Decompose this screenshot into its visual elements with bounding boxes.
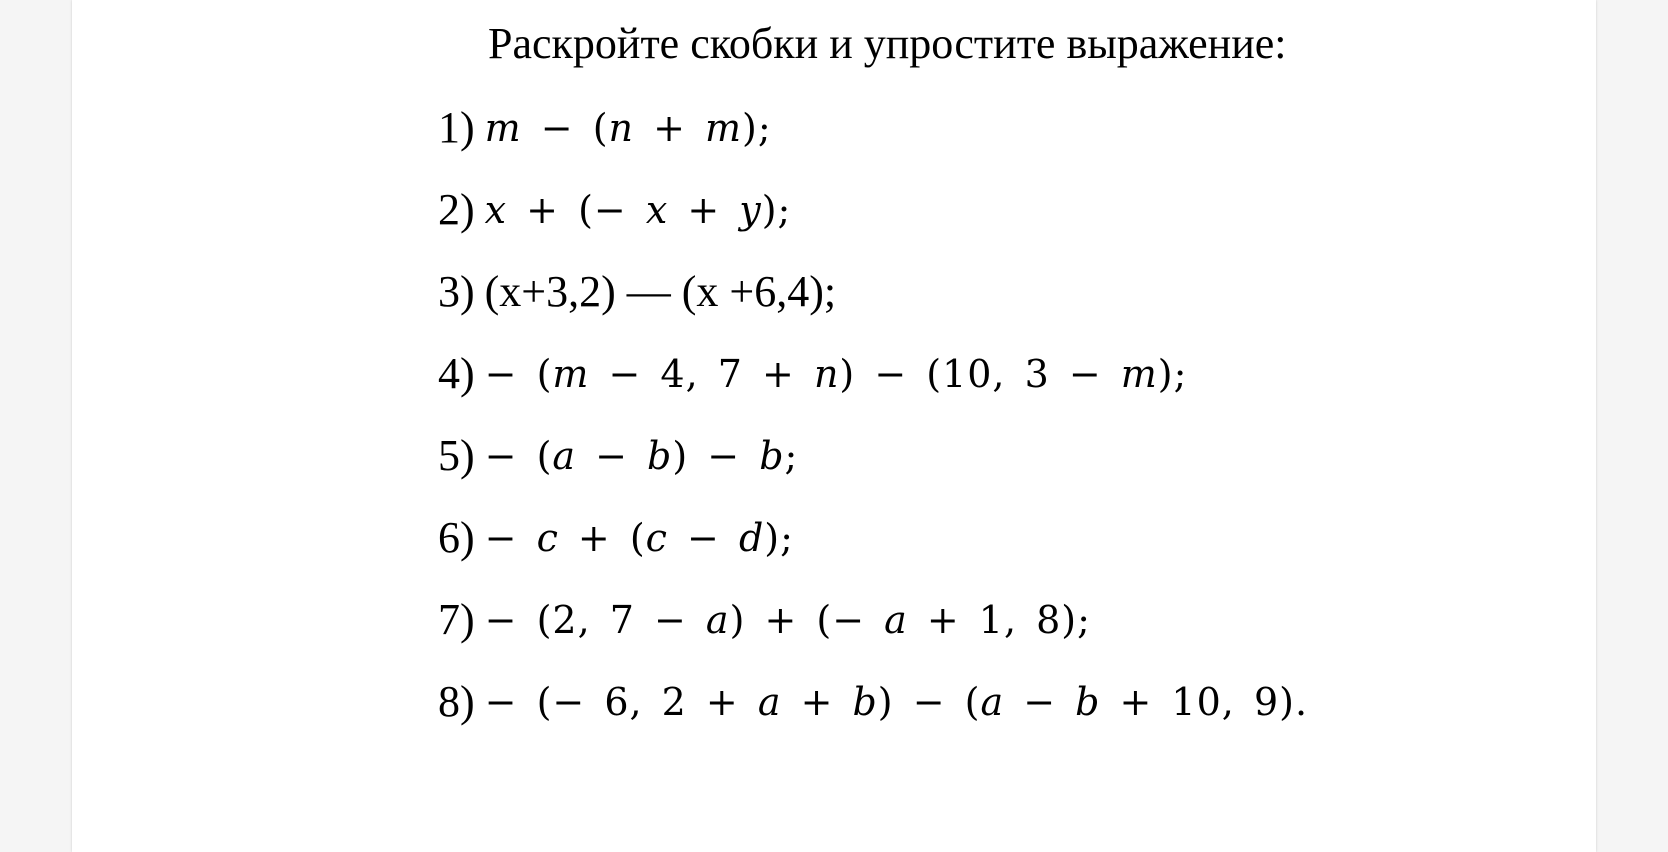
problem-number: 3): [438, 267, 475, 316]
problem-item: [438, 674, 1308, 756]
problem-item: [438, 100, 1308, 182]
problem-number: 8): [438, 677, 475, 726]
problem-number: 5): [438, 431, 475, 480]
problem-expression: − (𝑚 − 4, 7 + 𝑛) − (10, 3 − 𝑚);: [484, 352, 1188, 396]
document-page: [72, 0, 1596, 852]
problem-expression: − (𝑎 − 𝑏) − 𝑏;: [484, 434, 799, 478]
problem-expression: − 𝑐 + (𝑐 − 𝑑);: [484, 516, 794, 560]
problem-expression: (x+3,2) — (x +6,4);: [484, 267, 837, 316]
problem-expression: 𝑥 + (− 𝑥 + 𝑦);: [484, 188, 792, 232]
problem-item: [438, 510, 1308, 592]
task-heading: Раскройте скобки и упростите выражение:: [488, 19, 1287, 68]
problem-number: 6): [438, 513, 475, 562]
problem-item: [438, 346, 1308, 428]
problem-number: 7): [438, 595, 475, 644]
problem-number: 1): [438, 103, 475, 152]
problem-item: [438, 428, 1308, 510]
problem-expression: − (2, 7 − 𝑎) + (− 𝑎 + 1, 8);: [484, 598, 1091, 642]
problem-number: 4): [438, 349, 475, 398]
problem-number: 2): [438, 185, 475, 234]
problem-item: [438, 182, 1308, 264]
problem-list: [438, 100, 1308, 756]
problem-item: [438, 264, 1308, 346]
problem-item: [438, 592, 1308, 674]
problem-expression: − (− 6, 2 + 𝑎 + 𝑏) − (𝑎 − 𝑏 + 10, 9).: [484, 680, 1309, 724]
problem-expression: 𝑚 − (𝑛 + 𝑚);: [484, 106, 772, 150]
